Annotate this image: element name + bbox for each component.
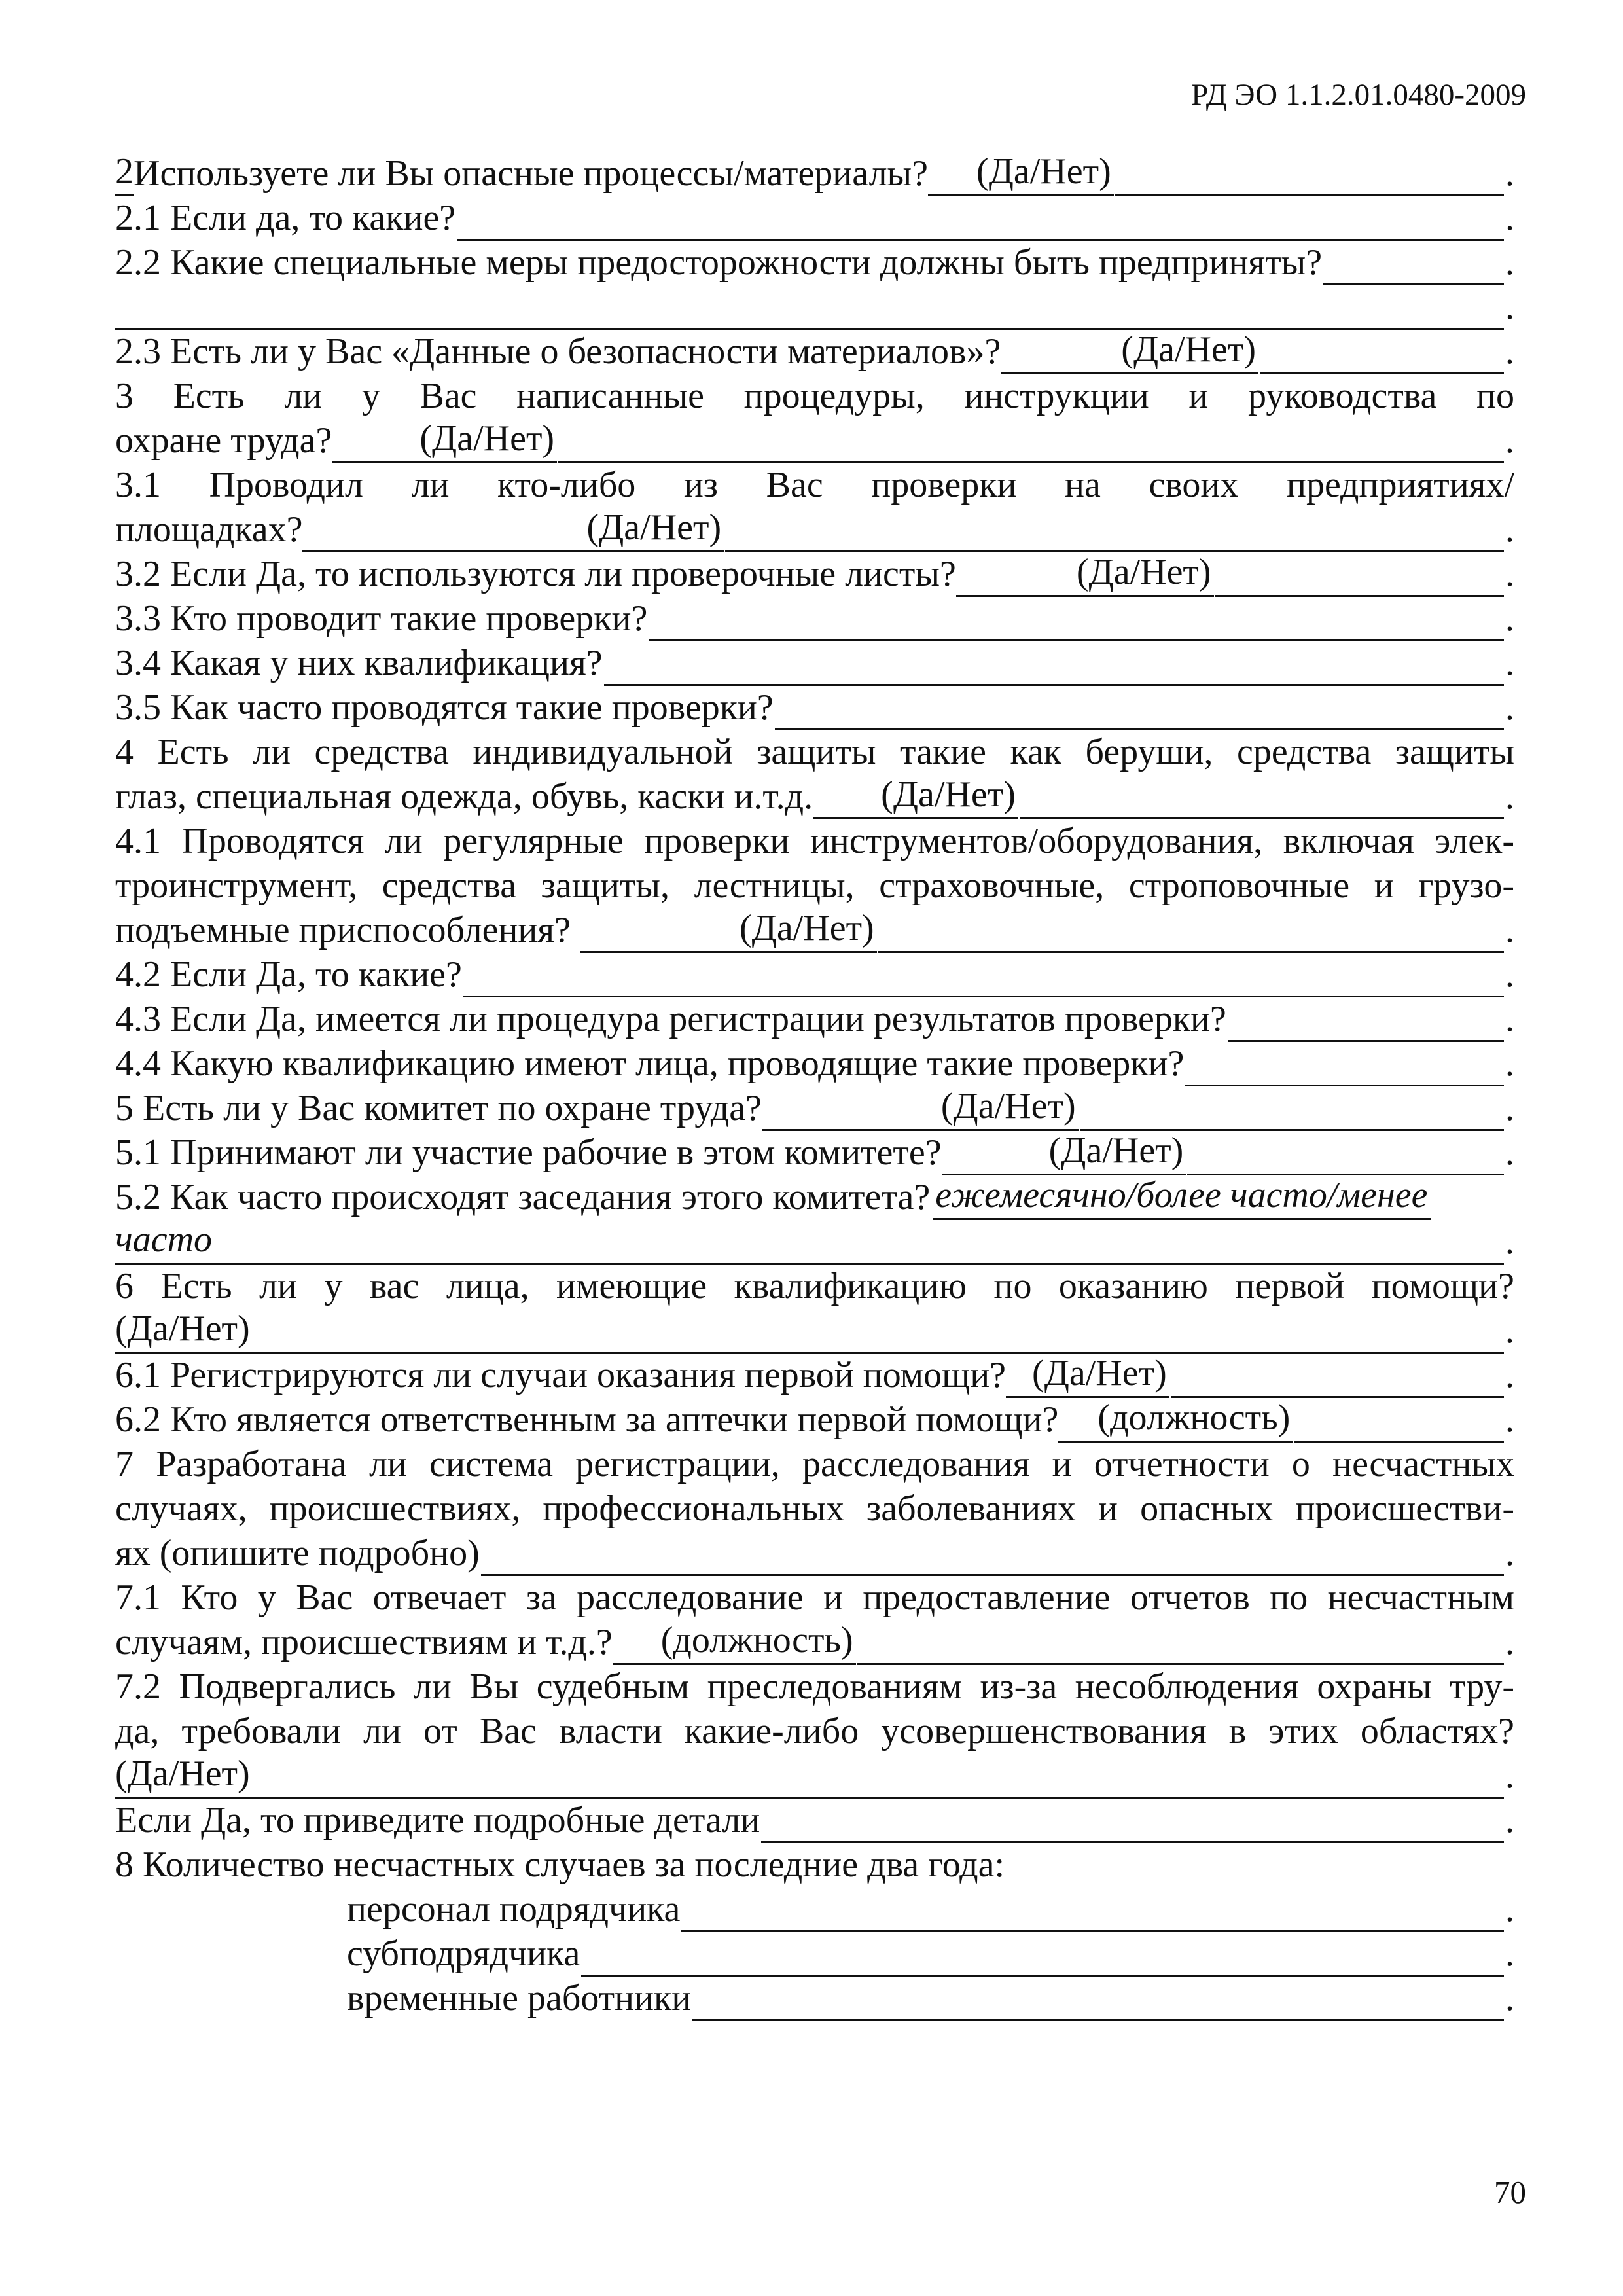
question-7 [115,1443,1514,1487]
period: . [1505,1889,1514,1930]
answer-blank[interactable] [457,205,1504,241]
document-code: РД ЭО 1.1.2.01.0480-2009 [1191,78,1526,112]
question-text: 5.2 Как часто происходят заседания этого комитета? [115,1177,931,1218]
question-text: охране труда? [115,420,332,461]
question-3-1-cont [115,508,1514,552]
yes-no-answer[interactable]: (Да/Нет) [115,1752,253,1799]
period: . [1505,1622,1514,1663]
answer-blank[interactable] [1080,1095,1504,1131]
question-3-cont [115,419,1514,463]
question-text: да, требовали ли от Вас власти какие-либо усовершенствования в этих областях? [115,1711,1514,1751]
answer-blank[interactable] [857,1629,1504,1665]
question-text: 7.1 Кто у Вас отвечает за расследование и предоставление отчетов по несчастным [115,1577,1514,1618]
answer-blank[interactable] [604,650,1504,686]
question-2 [115,152,1514,196]
accident-count-row [115,1932,1514,1977]
yes-no-answer[interactable]: (Да/Нет) [417,417,557,463]
answer-blank[interactable] [1187,1139,1504,1175]
question-7-2-cont [115,1710,1514,1754]
question-text: 4 Есть ли средства индивидуальной защиты такие как беруши, средства защиты [115,732,1514,772]
position-answer[interactable]: (должность) [1095,1396,1293,1443]
period: . [1505,1088,1514,1129]
answer-blank[interactable] [1001,338,1118,374]
question-5-1 [115,1131,1514,1175]
question-7-2 [115,1665,1514,1710]
answer-blank[interactable] [878,917,1504,953]
question-4-2 [115,953,1514,997]
question-text: подъемные приспособления? [115,910,571,951]
answer-blank[interactable] [1171,1362,1504,1398]
answer-blank[interactable] [332,427,417,463]
yes-no-answer[interactable]: (Да/Нет) [1029,1352,1169,1398]
question-2-1 [115,196,1514,241]
period: . [1505,1221,1514,1263]
period: . [1505,1043,1514,1085]
question-3 [115,374,1514,419]
answer-blank[interactable] [762,1095,938,1131]
question-text: 2.3 Есть ли у Вас «Данные о безопасности материалов»? [115,331,1001,372]
answer-blank[interactable] [928,160,974,196]
question-text: 4.2 Если Да, то какие? [115,954,462,996]
question-5 [115,1086,1514,1131]
question-text: 6 Есть ли у вас лица, имеющие квалификацию по оказанию первой помощи? [115,1266,1514,1306]
page-number: 70 [1494,2174,1526,2210]
question-text: 3.2 Если Да, то используются ли проверочные листы? [115,554,956,595]
answer-blank[interactable] [463,961,1504,997]
question-text: 4.1 Проводятся ли регулярные проверки инструментов/оборудования, включая элек- [115,821,1514,861]
question-6-2 [115,1398,1514,1443]
period: . [1505,554,1514,595]
period: . [1505,1132,1514,1174]
question-6-cont [115,1309,1514,1354]
question-3-5 [115,686,1514,730]
question-4-1-cont2 [115,908,1514,953]
yes-no-answer[interactable]: (Да/Нет) [584,506,724,552]
question-text: ях (опишите подробно) [115,1533,480,1574]
period: . [1505,1933,1514,1975]
question-4-1 [115,819,1514,864]
question-text: 2.1 Если да, то какие? [115,198,456,239]
frequency-answer[interactable]: часто [115,1218,215,1265]
question-7-cont2 [115,1532,1514,1576]
question-7-1 [115,1576,1514,1621]
answer-blank[interactable] [1294,1407,1504,1443]
answer-blank[interactable] [775,694,1504,730]
period: . [1505,1533,1514,1574]
period: . [1505,153,1514,194]
position-answer[interactable]: (должность) [658,1619,856,1665]
answer-line [115,285,1514,330]
answer-blank[interactable] [1185,1050,1504,1086]
question-text: 5.1 Принимают ли участие рабочие в этом комитете? [115,1132,942,1174]
question-text: 8 Количество несчастных случаев за последние два года: [115,1844,1005,1886]
question-text: 2.2 Какие специальные меры предосторожности должны быть предприняты? [115,242,1323,283]
question-text: случаях, происшествиях, профессиональных заболеваниях и опасных происшестви- [115,1488,1514,1529]
period: . [1505,198,1514,239]
frequency-answer[interactable]: ежемесячно/более часто/менее [933,1174,1430,1220]
question-3-3 [115,597,1514,641]
question-text: 7.2 Подвергались ли Вы судебным преследованиям из-за несоблюдения охраны тру- [115,1666,1514,1707]
answer-blank[interactable] [761,1807,1504,1843]
question-text: 4.4 Какую квалификацию имеют лица, проводящие такие проверки? [115,1043,1185,1085]
question-text: случаям, происшествиям и т.д.? [115,1622,613,1663]
question-text: 3.5 Как часто проводятся такие проверки? [115,687,774,728]
question-text: 3.3 Кто проводит такие проверки? [115,598,648,639]
question-text: 4.3 Если Да, имеется ли процедура регистрации результатов проверки? [115,999,1226,1040]
question-8 [115,1843,1514,1888]
yes-no-answer[interactable]: (Да/Нет) [974,150,1114,196]
question-text: Если Да, то приведите подробные детали [115,1800,760,1841]
question-7-cont [115,1487,1514,1532]
period: . [1505,999,1514,1040]
question-7-2-cont2 [115,1754,1514,1799]
question-3-1 [115,463,1514,508]
question-4-1-cont [115,864,1514,908]
question-4-cont [115,775,1514,819]
question-3-4 [115,641,1514,686]
question-3-2 [115,552,1514,597]
period: . [1505,287,1514,328]
yes-no-answer[interactable]: (Да/Нет) [1046,1129,1186,1175]
answer-blank[interactable] [1228,1006,1504,1042]
period: . [1505,1399,1514,1441]
period: . [1505,1310,1514,1352]
question-5-2 [115,1175,1514,1220]
period: . [1505,331,1514,372]
period: . [1505,598,1514,639]
question-4-3 [115,997,1514,1042]
question-text: 3.1 Проводил ли кто-либо из Вас проверки на своих предприятиях/ [115,465,1514,505]
answer-blank[interactable] [1058,1407,1095,1443]
answer-blank[interactable] [956,561,1074,597]
answer-blank[interactable] [1115,160,1504,196]
accident-count-field[interactable] [581,1941,1504,1977]
answer-blank[interactable] [558,427,1504,463]
question-text: троинструмент, средства защиты, лестницы, страховочные, строповочные и грузо- [115,865,1514,906]
answer-blank[interactable] [813,783,878,819]
answer-blank[interactable] [302,516,584,552]
answer-blank[interactable] [725,516,1504,552]
period: . [1505,1800,1514,1841]
accident-category-label: временные работники [347,1978,692,2019]
question-2-3 [115,330,1514,374]
accident-category-label: субподрядчика [347,1933,580,1975]
accident-count-field[interactable] [692,1985,1504,2021]
questionnaire [115,152,1514,2021]
period: . [1505,910,1514,951]
question-text: 6.1 Регистрируются ли случаи оказания первой помощи? [115,1355,1007,1396]
yes-no-answer[interactable]: (Да/Нет) [878,773,1018,819]
answer-blank[interactable] [1020,783,1504,819]
period: . [1505,954,1514,996]
accident-count-row [115,1977,1514,2021]
answer-blank[interactable] [1323,249,1504,285]
question-text: 7 Разработана ли система регистрации, расследования и отчетности о несчастных [115,1444,1514,1484]
answer-blank[interactable] [1215,561,1504,597]
question-4 [115,730,1514,775]
period: . [1505,687,1514,728]
answer-blank[interactable] [115,294,1504,330]
question-text: 5 Есть ли у Вас комитет по охране труда? [115,1088,762,1129]
yes-no-answer[interactable]: (Да/Нет) [1074,550,1214,597]
yes-no-answer[interactable]: (Да/Нет) [737,906,877,953]
answer-blank[interactable] [215,1229,1504,1265]
period: . [1505,509,1514,550]
answer-blank[interactable] [253,1318,1504,1354]
question-text: 3.4 Какая у них квалификация? [115,643,603,684]
accident-category-label: персонал подрядчика [347,1889,681,1930]
details-request [115,1799,1514,1843]
period: . [1505,1355,1514,1396]
answer-blank[interactable] [613,1629,658,1665]
question-text: глаз, специальная одежда, обувь, каски и.т.д. [115,776,813,817]
answer-blank[interactable] [481,1540,1504,1576]
question-text: 6.2 Кто является ответственным за аптечки первой помощи? [115,1399,1059,1441]
question-text: 3 Есть ли у Вас написанные процедуры, инструкции и руководства по [115,376,1514,416]
period: . [1505,643,1514,684]
question-6 [115,1265,1514,1309]
answer-blank[interactable] [649,605,1504,641]
period: . [1505,1978,1514,2019]
accident-count-field[interactable] [681,1896,1504,1932]
answer-blank[interactable] [1260,338,1504,374]
question-text: площадках? [115,509,303,550]
answer-blank[interactable] [1006,1362,1029,1398]
period: . [1505,420,1514,461]
question-4-4 [115,1042,1514,1086]
question-5-2-cont [115,1220,1514,1265]
accident-count-row [115,1888,1514,1932]
yes-no-answer[interactable]: (Да/Нет) [938,1085,1079,1131]
question-6-1 [115,1354,1514,1398]
answer-blank[interactable] [580,917,737,953]
question-text: Используете ли Вы опасные процессы/материалы? [134,153,929,194]
period: . [1505,1755,1514,1797]
period: . [1505,242,1514,283]
question-2-2 [115,241,1514,285]
yes-no-answer[interactable]: (Да/Нет) [115,1307,253,1354]
period: . [1505,776,1514,817]
answer-blank[interactable] [942,1139,1046,1175]
question-number: 2 [115,150,134,196]
question-7-1-cont [115,1621,1514,1665]
answer-blank[interactable] [253,1763,1504,1799]
yes-no-answer[interactable]: (Да/Нет) [1118,328,1258,374]
